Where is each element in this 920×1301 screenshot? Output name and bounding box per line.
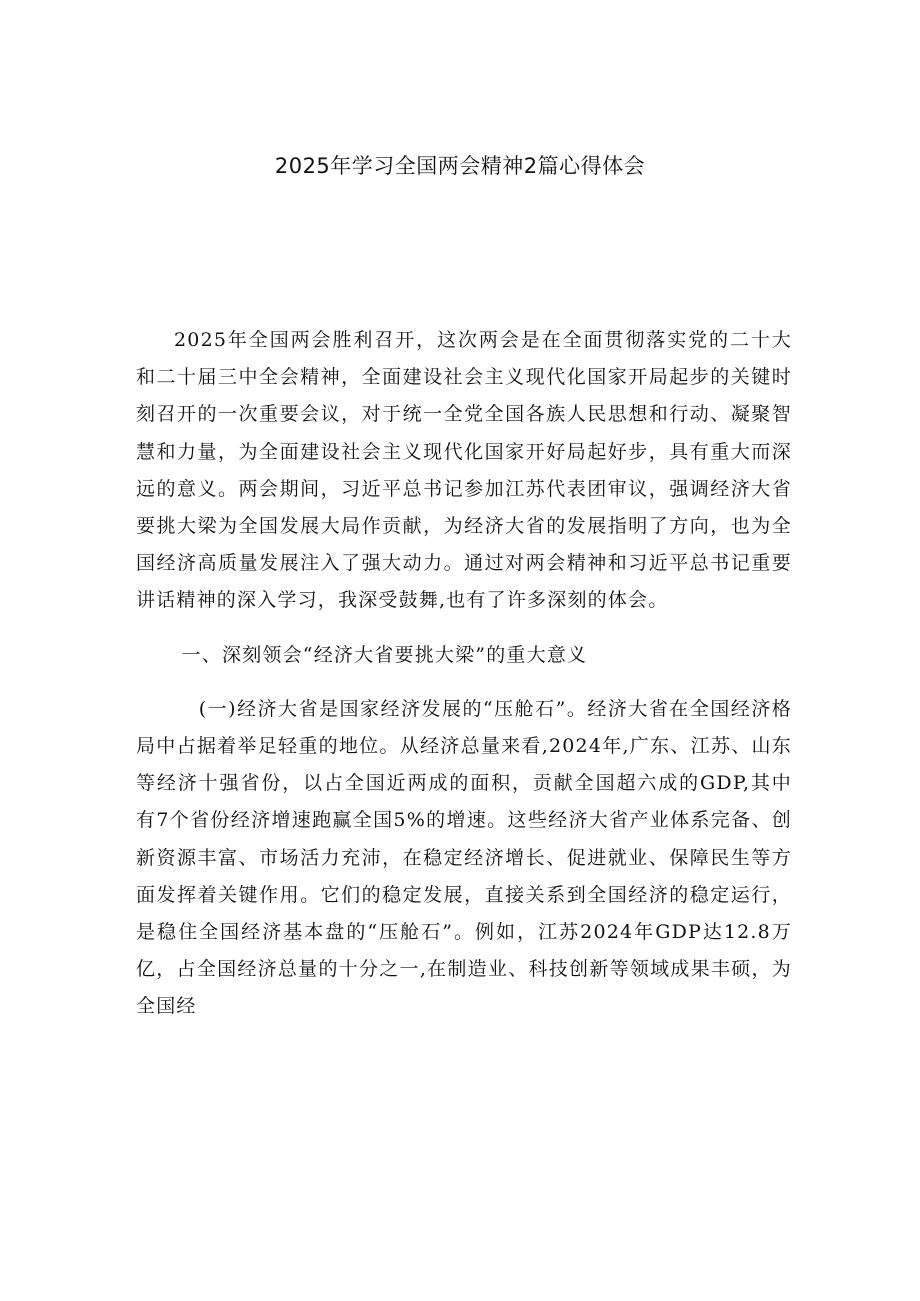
document-title: 2025年学习全国两会精神2篇心得体会 — [274, 154, 646, 178]
document-body — [136, 322, 792, 1043]
section-heading: 一、深刻领会“经济大省要挑大梁”的重大意义 — [181, 643, 588, 666]
intro-paragraph: 2025年全国两会胜利召开，这次两会是在全面贯彻落实党的二十大和二十届三中全会精神，全面建设社会主义现代化国家开局起步的关键时刻召开的一次重要会议，对于统一全党全国各族人民思想和行动、凝聚智慧和力量，为全面建设社会主义现代化国家开好局起好步，具有重大而深远的意义。两会期间，习近平总书记参加江苏代表团审议，强调经济大省要挑大梁为全国发展大局作贡献，为经济大省的发展指明了方向，也为全国经济高质量发展注入了强大动力。通过对两会精神和习近平总书记重要讲话精神的深入学习，我深受鼓舞,也有了许多深刻的体会。 — [136, 329, 792, 612]
subsection-paragraph: (一)经济大省是国家经济发展的“压舱石”。经济大省在全国经济格局中占据着举足轻重的地位。从经济总量来看,2024年,广东、江苏、山东等经济十强省份，以占全国近两成的面积，贡献全国超六成的GDP,其中有7个省份经济增速跑赢全国5%的增速。这些经济大省产业体系完备、创新资源丰富、市场活力充沛，在稳定经济增长、促进就业、保障民生等方面发挥着关键作用。它们的稳定发展，直接关系到全国经济的稳定运行，是稳住全国经济基本盘的“压舱石”。例如，江苏2024年GDP达12.8万亿，占全国经济总量的十分之一,在制造业、科技创新等领域成果丰硕，为全国经 — [136, 697, 792, 1018]
